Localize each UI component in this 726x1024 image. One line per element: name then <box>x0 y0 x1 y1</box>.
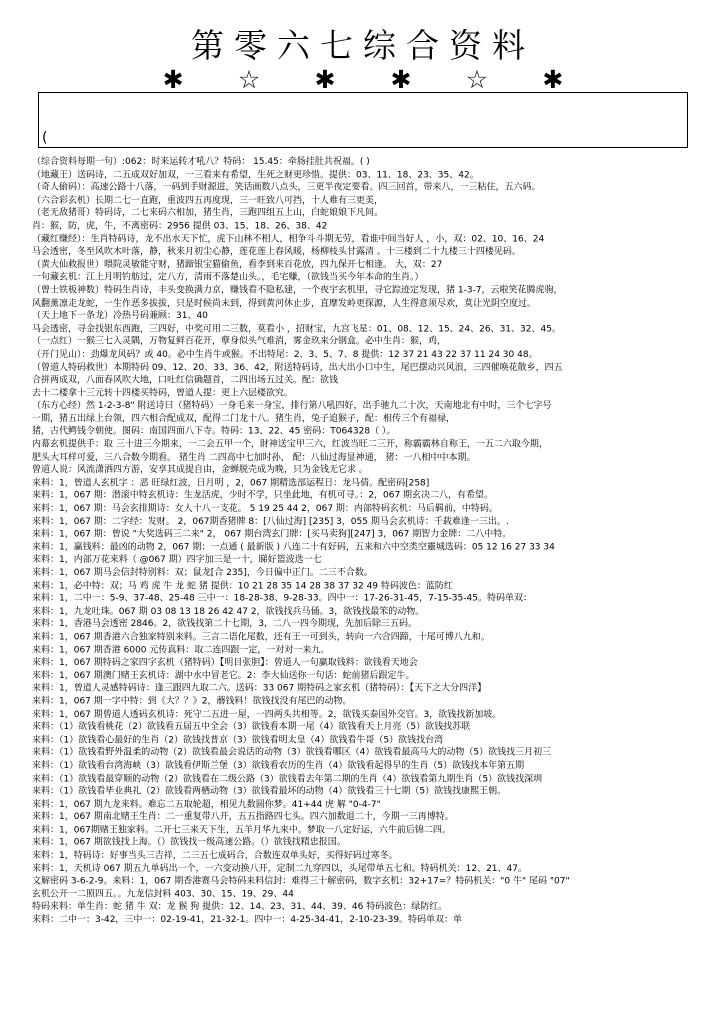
text-line: （藏红赚经）：生肖特码诗，龙不出水天下忙，虎下山林不相人，相争斗斗期无劳，看谁中间当好人 ，小，双：02、10、16、24 <box>32 234 545 245</box>
text-line: 来料：（1）欲钱看最穿顺的动物（2）欲钱看在二级公路（3）欲钱看去年第二期的生肖（4）欲钱看第九期生肖（5）欲钱找深圳 <box>32 773 543 784</box>
text-line: 来料：1，067 期九龙来料。难忘二五取轮超，相见九数圆你梦。41+44 虎 解 "0-4-7" <box>32 799 381 810</box>
text-line: 来料：1，天机诗 067 期五九单码出一个，一六变动换八开，定制二九穿四以，头尾带单五七和。特码机关：12、21、47。 <box>32 863 527 874</box>
asterisk-star-icon: ✱ <box>314 65 336 94</box>
text-line: 来料：1，赢钱料：最凶的动物 2，067 期：一点通 ( 最新版 ) 八连二十有好码，五来和六中空类空靈城选码：05 12 16 27 33 34 <box>32 542 555 553</box>
text-line: （东方心经）然 1-2-3-8" 附送诗曰（猪特码）一身毛来一身宝，排行第八吼四好，出手驰九二十次，天南地北有中时，三个七字号 <box>32 401 552 412</box>
asterisk-star-icon: ✱ <box>390 65 412 94</box>
document-body <box>32 156 704 927</box>
text-line: 文解密码 3-6-2-9。来料：1，067 期香港赛马会特码来料信封：难得三十解密码，数字玄机：32+17=？特码机关："0 牛" 尾码 "07" <box>32 876 570 887</box>
text-line: 特码来料：单生肖：蛇 猪 牛 双：龙 猴 狗 提供：12、14、23、31、44、39、46 特码波色：绿防红。 <box>32 902 448 913</box>
text-line: 来料：（1）欲钱看桃花（2）欲钱看五届五中全会（3）欲钱看本期一尾（4）欲钱看天上月亮（5）欲钱找苏联 <box>32 722 471 733</box>
text-line: 来料：1，内部万花来料（ @067 期）四字加三是一十，睇好篮波选一七 <box>32 555 322 566</box>
text-line: 来料：1，067 期澳门赌王玄机诗：湖中水中冒老它。2：李大仙送你一句话：蛇前猪后跟定牛。 <box>32 670 415 682</box>
text-line: 来料：二中一：3-42，三中一：02-19-41，21-32-1。四中一：4-25-34-41，2-10-23-39。特码单双：单 <box>32 914 463 926</box>
text-line: 去十二楼拿十三元转十四楼买特码，曾道人提：更上六层楼欲究。 <box>32 388 294 399</box>
text-line: 来料：1，067 期马会信封特别料：双；鼠龙[合 235]，今日偏中正门。二三不合数。 <box>32 568 373 579</box>
asterisk-star-icon: ✱ <box>162 65 184 94</box>
text-line: 来料：1，067 期：潜滚中特玄机诗：生龙活虎，少时不学，只坐此地，有机可寻。：2，067 期玄决二八，有希望。 <box>32 491 494 502</box>
text-line: 猪，古代鳄钱令朝使。图码：南国四面八下寺。特码：13、22、45 密码：T064328（ ）。 <box>32 426 396 437</box>
text-line: 来料：1，067 期香港 6000 元传真料：取二连四跟一定，一对对一来九。 <box>32 645 330 656</box>
text-line: 来料：1，067 期香港六合独家特别来料。三言二语化尾数，还有王一可到头，转向一六合四蹄，十尾可博八九和。 <box>32 632 490 643</box>
text-line: （综合资料每期一句）:062：时来运转才吼八？特码： 15.45：牵肠挂肚共祝福。( ) <box>32 157 370 168</box>
text-line: 来料：1，九龙吐珠。067 期 03 08 13 18 26 42 47 2，欲钱找兵马俑。3，欲钱找最笨的动物。 <box>32 606 425 617</box>
text-line: 风翻薰凛走龙蛇，一生作恶多拔拔，只是时候尚未到，得到黄河休止步，直摩发岭更探源，人生得意须尽欢，莫让光阴空度过。 <box>32 298 537 309</box>
text-line: 来料：1，067 期一字中特：到《大？？》2，蘑钱料！欲钱找没有尾巴的动物。 <box>32 696 352 707</box>
text-line: 来料：1，特码诗：好事当头三吉祥，二三五七成码合，合数连双单头好，买得好码过寒冬。 <box>32 850 398 861</box>
text-line: 来料：（1）欲钱看毕业典礼（2）欲钱看两栖动物（3）欲钱看最坏的动物（4）欲钱看三十七期（5）欲钱找康熙王朝。 <box>32 786 507 797</box>
text-line: 来料：（1）欲钱看心最好的生肖（2）欲钱找普京（3）欲钱看明太皇（4）欲钱看牛哥（5）欲钱找台湾 <box>32 735 444 746</box>
text-line: 来料：1，曾道人玄机字 ：恶 旺绿红波，日月明 ，2，067 期精选部运程日：龙马倩。配密码[258] <box>32 478 430 489</box>
text-line: 马会透密，冬至风吹木叶落，静，秋来月初尘心静，莲花莲上春风暖，杨柳枝头甘露清 。十三楼到二十九楼三十四楼见码。 <box>32 246 521 258</box>
text-line: 来料：1，067期赌王独家料。二开七三来天下生，五羊月华九来中。梦取一八定好运，六牛前后锦二四。 <box>32 824 451 836</box>
text-line: 来料：1，曾道人灵感特码诗：逢三跟四九取二六。送码：33 067 期特码之家玄机（猪特码）：【天下之大分四洋】 <box>32 683 487 694</box>
outline-star-icon: ☆ <box>465 65 489 94</box>
text-line: （天上地下一条龙）冷热号码兼顾：31、40 <box>32 311 208 322</box>
asterisk-star-icon: ✱ <box>542 65 564 94</box>
outline-star-icon: ☆ <box>237 65 261 94</box>
text-line: 来料：1，香港马会透密 2846。2，欲钱找第二十七期，3，二八一四今期现，先加后除三五码。 <box>32 619 417 630</box>
text-line: 来料：1，067 期曾道人透码玄机诗：死守二五进一屋，一四两头共相等。2，欲钱买泰国外交官。3，欲钱找新加坡。 <box>32 709 502 720</box>
text-line: 来料：1，067 期：曾说 "大奖选码三二来" 2， 067 期台湾玄门牌：[买马卖狗][247] 3，067 期智力金牌：二八中特。 <box>32 529 512 540</box>
page-title: 第零六七综合资料 <box>191 26 535 65</box>
text-line: 肥头大耳样可爱，三八合数今期看。 猪生肖 二四高中七加时孙， 配：八仙过海显神通， 猪：一八相中中本期。 <box>32 452 476 463</box>
text-line: 来料：1，067 期欲钱找上海。（）欲钱找一级高速公路。（）欲钱找精忠报国。 <box>32 837 346 849</box>
text-line: 肖：猴，防，虎，牛，不离密码：2956 提供 03、15、18、26、38、42 <box>32 221 328 232</box>
text-line: 一句藏玄机：江上月明钓舫过，定八方，清雨不落楚山头。，毛宅赚，（欲钱当买今年本命的生肖。） <box>32 272 424 283</box>
star-decoration-row <box>0 66 726 94</box>
text-line: 来料：1，067 期：马会玄排期诗：女人十八一支花。 5 19 25 44 2，067 期：内部特码玄机：马后羁前，中特码。 <box>32 503 498 515</box>
text-line: （一点红）一猴三七入灵隅，万物复鲜百花开，孽身似头气难消，雾金玖来分钢盒。必中生肖：猴，鸡， <box>32 336 447 348</box>
text-line: 来料：（1）欲钱看台湾海峡（3）欲钱看伊斯兰堡（3）欲钱看农历的生肖（4）欲钱看起得早的生肖（5）欲钱找本年第五期 <box>32 760 525 771</box>
box-bracket-mark: ( <box>42 130 48 146</box>
text-line: 玄机公开一二照四五。。九龙信封料 403、30、15、19、29、44 <box>32 889 294 900</box>
text-line: 合拼两成双，八面春风吹大地，口吐红信确题首，二四出场五过关。配：欲钱 <box>32 375 339 386</box>
text-line: （老无敌猪哥）特码诗，二七来码六相加，猪生肖，三跑四组五上山，白蛇娘娘下凡间。 <box>32 208 384 219</box>
text-line: 来料：1，二中一：5-9、37-48、25-48 三中一：18-28-38、9-28-33。四中一：17-26-31-45，7-15-35-45。特码单双： <box>32 593 532 604</box>
text-line: （开门见山）：劲爆龙风码？或 40。必中生肖牛或猴。不出特尾：2、3、5、7、8 提供：12 37 21 43 22 37 11 24 30 48。 <box>32 349 538 360</box>
text-line: 马会透密，寻金找银东西跑，三四好，中奖可用二三数，莫看小 ，招财宝，九宫飞星：01、08、12、15、24、26、31、32、45。 <box>32 324 561 335</box>
text-line: （地藏王）送码诗，二五成双好加双，一三看来有希望，生死之财更珍惜。提供：03、11、18、23、35、42。 <box>32 169 479 181</box>
text-line: （黄大仙救报世）喂院灵敏能守财，猪蹄银宝猫偷鱼，看李到来百花放，四九保开七相逢。 大，双：27 <box>32 259 443 270</box>
text-line: 来料：1，067 期：二字经：发财。 2，067期香猪牌 8：[八仙过海] [235] 3，055 期马会玄机诗：千载难逢一三出。. <box>32 516 509 527</box>
text-line: 来料：（1）欲钱看野外温柔的动物（2）欲钱看最会说话的动物（3）欲钱看哪区（4）欲钱看最高马大的动物（5）欲钱找三月初三 <box>32 747 552 759</box>
text-line: 内幕玄机提供手：取 三十进三今期来，一二会五甲一个，財神送宝甲三六，红波当旺二三开，称霸霸林自称王，一五二六取今期， <box>32 439 548 450</box>
text-line: 一期，猪五出绿上台领，四六相合配成双，配得二门龙十八。猪生肖，兔子追猴子，配：相传三个有福禄， <box>32 413 456 425</box>
text-line: 来料：1，必中特：双；马 鸡 虎 牛 龙 蛇 猪 提供：10 21 28 35 14 28 38 37 32 49 特码波色：蓝防红 <box>32 580 453 592</box>
text-line: （曾道人特码救世）本期特码 09、12、20、33、36、42，附送特码诗，出大出小口中生，尾巴摆动兴风浪，三四催唤花散乡，四五 <box>32 362 563 373</box>
text-line: 曾道人说：风流潇洒四方游，安享其成提自由，金蝉脱壳成为晚，只为金钱无它求 。 <box>32 465 368 476</box>
text-line: 来料：1，067 期特码之家四字玄机（猪特码）【明目张胆】：曾道人一句赢取钱料：欲钱看天地会 <box>32 657 418 669</box>
text-line: （奇人偷码）：高速公路十八落，一码到手财源进，笑话画数八点头，三更半夜定要看。四三回首，带来八，一三粘住，五六码。 <box>32 182 541 193</box>
blank-frame-box <box>38 92 688 148</box>
text-line: （六合彩玄机）长期二七一直跑，重波四五再度现，三一旺致八可挡，十人难有三更美， <box>32 195 384 206</box>
text-line: （曾士铁板神数）特码生肖诗，丰头变换满力京，赚钱看不隐私建，一个夜宇玄机里，寻它踪迹定发现，猪 1-3-7，云啦笑花腾虎驹， <box>32 285 563 296</box>
text-line: 来料：1，067 期南北赌王生肖：二一重复带八开，五五指路四七头。四六加数退二十，今期一三再博特。 <box>32 812 454 823</box>
